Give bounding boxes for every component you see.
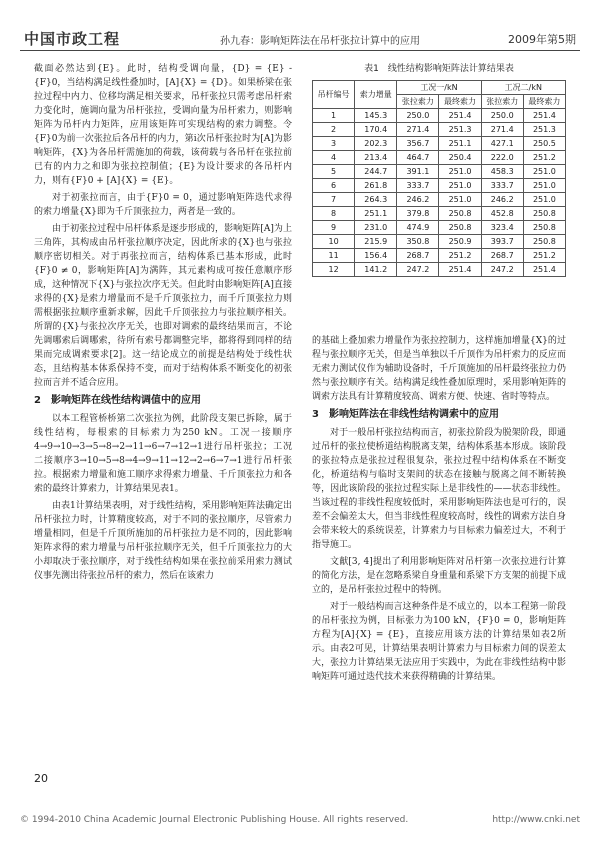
table-cell: 350.8 [397,235,439,249]
header-cable-no: 吊杆编号 [313,81,355,109]
table-body [313,109,566,277]
table-cell: 251.4 [439,109,481,123]
table-cell: 9 [313,221,355,235]
table-row [313,165,566,179]
table-block [312,62,566,277]
table-cell: 452.8 [481,207,523,221]
table-cell: 247.2 [397,263,439,277]
table-row [313,193,566,207]
table-row [313,123,566,137]
table-cell: 250.5 [523,137,565,151]
table-cell: 141.2 [355,263,397,277]
header-increment: 索力增量 [355,81,397,109]
table-cell: 391.1 [397,165,439,179]
table-cell: 11 [313,249,355,263]
header-case2: 工况二/kN [481,81,565,95]
table-cell: 222.0 [481,151,523,165]
table-cell: 251.4 [523,109,565,123]
table-cell: 170.4 [355,123,397,137]
table-cell: 250.0 [481,109,523,123]
header-final-1: 最终索力 [439,95,481,109]
table-cell: 323.4 [481,221,523,235]
table-cell: 356.7 [397,137,439,151]
table-cell: 251.3 [439,123,481,137]
table-cell: 271.4 [397,123,439,137]
table-cell: 427.1 [481,137,523,151]
paragraph: 以本工程管桥桥第二次张拉为例，此阶段支架已拆除，属于线性结构，每根索的目标索力为250 kN。工况一接顺序4→9→10→3→5→8→2→11→6→7→12→1进行吊杆张拉；工况二接顺序3→10→5→8→4→9→11→12→2→6→7→1进行吊杆张拉。根据索力增量和施工顺序求得索力增量、千斤顶张拉力和各索的最终计算索力，计算结果见表1。 [34,414,292,494]
table-row [313,179,566,193]
table-cell: 202.3 [355,137,397,151]
table-cell: 333.7 [397,179,439,193]
issue-label: 2009年第5期 [508,33,576,46]
table-cell: 474.9 [397,221,439,235]
table-cell: 12 [313,263,355,277]
paragraph: 截面必然达到{E}。此时，结构受调向量，{D} = {E} - {F}0，当结构满足线性叠加时，[A]{X} = {D}。如果桥梁在张拉过程中内力、位移均满足相关要求，吊杆张拉只需考虑吊杆索力变化时，施调向量为吊杆张拉，受调向量为吊杆索力，则影响矩阵为吊杆内力矩阵，应用该矩阵可实现结构的索力调整。令{F}0为前一次张拉后各吊杆的内力，第i次吊杆张拉时为[A]为影响矩阵，{X}为各吊杆需施加的荷载，该荷载与各吊杆在张拉前已有的内力之和即为张拉控制值；{E}为设计要求的各吊杆内力，则有{F}0 + [A]{X} = {E}。 [34,64,292,186]
header-case1: 工况一/kN [397,81,481,95]
section-heading: 2 影响矩阵在线性结构调值中的应用 [34,395,201,406]
table-cell: 145.3 [355,109,397,123]
table-row [313,235,566,249]
table-cell: 250.4 [439,151,481,165]
table-cell: 251.0 [523,179,565,193]
table-row [313,151,566,165]
table-row [313,207,566,221]
table-cell: 231.0 [355,221,397,235]
header-final-2: 最终索力 [523,95,565,109]
table-cell: 379.8 [397,207,439,221]
table-cell: 333.7 [481,179,523,193]
header-jack-1: 张拉索力 [397,95,439,109]
table-cell: 2 [313,123,355,137]
page-number: 20 [34,772,48,785]
table-cell: 251.0 [439,179,481,193]
left-column [34,62,292,722]
table-cell: 464.7 [397,151,439,165]
table-row [313,249,566,263]
table-cell: 215.9 [355,235,397,249]
table-cell: 250.8 [523,221,565,235]
table-cell: 250.8 [523,235,565,249]
table-cell: 393.7 [481,235,523,249]
table-cell: 156.4 [355,249,397,263]
table-cell: 251.0 [523,165,565,179]
table-cell: 6 [313,179,355,193]
table-cell: 244.7 [355,165,397,179]
table-cell: 4 [313,151,355,165]
site-link[interactable]: http://www.cnki.net [492,815,580,825]
table-cell: 251.4 [523,263,565,277]
table-cell: 251.0 [439,165,481,179]
table-cell: 268.7 [481,249,523,263]
table-row [313,109,566,123]
table-cell: 250.9 [439,235,481,249]
table-cell: 246.2 [397,193,439,207]
journal-logo: 中国市政工程 [24,30,121,48]
table-cell: 251.4 [439,263,481,277]
table-cell: 213.4 [355,151,397,165]
table-cell: 251.2 [439,249,481,263]
table-cell: 247.2 [481,263,523,277]
table-cell: 8 [313,207,355,221]
paragraph: 对于一般结构而言这种条件是不成立的，以本工程第一阶段的吊杆张拉为例，目标张力为100 kN，{F}0 = 0，影响矩阵方程为[A]{X} = {E}，直接应用该方法的计算结果如表2所示。由表2可见，计算结果表明计算索力与目标索力间的误差太大，张拉力计算结果无法应用于实践中，为此在非线性结构中影响矩阵可通过迭代技术来获得精确的计算结果。 [312,602,566,682]
page-header [20,28,580,51]
table-cell: 3 [313,137,355,151]
paragraph: 的基础上叠加索力增量作为张拉控制力，这样施加增量{X}的过程与张拉顺序无关，但是当单独以千斤顶作为吊杆索力的反应而无索力测试仪作为辅助设备时，千斤顶施加的吊杆最终张拉力仍然与张拉顺序有关。结构满足线性叠加原理时，采用影响矩阵的调索方法具有计算精度较高、调索方便、快速、省时等特点。 [312,336,566,402]
table-cell: 246.2 [481,193,523,207]
table-cell: 251.2 [523,249,565,263]
paragraph: 对于初张拉而言，由于{F}0 = 0，通过影响矩阵迭代求得的索力增量{X}即为千斤顶张拉力，两者是一致的。 [34,193,292,217]
table-cell: 250.8 [439,221,481,235]
table-cell: 10 [313,235,355,249]
right-column [312,334,566,722]
table-cell: 5 [313,165,355,179]
section-heading: 3 影响矩阵法在非线性结构调索中的应用 [312,409,499,420]
paragraph: 对于一般吊杆张拉结构而言，初张拉阶段为脱架阶段，即通过吊杆的张拉使桥道结构脱离支架，结构体系基本形成。该阶段的张拉特点是张拉过程很复杂，张拉过程中结构体系在不断变化，桥道结构与临时支架间的状态在接触与脱离之间不断转换等，因此该阶段的张拉过程实际上是非线性的——状态非线性。当该过程的非线性程度较低时，采用影响矩阵法也是可行的，误差不会偏差太大，但当非线性程度较高时，线性的调索方法自身会带来较大的系统误差，计算索力与目标索力偏差过大，不利于指导施工。 [312,428,566,550]
table-cell: 251.1 [439,137,481,151]
table-cell: 250.0 [397,109,439,123]
table-cell: 251.0 [523,193,565,207]
table-cell: 250.8 [439,207,481,221]
table-row [313,263,566,277]
table-cell: 250.8 [523,207,565,221]
table-cell: 1 [313,109,355,123]
table-cell: 251.0 [439,193,481,207]
copyright-text: © 1994-2010 China Academic Journal Electronic Publishing House. All rights reserved. [20,815,409,825]
table-row [313,137,566,151]
table-cell: 251.1 [355,207,397,221]
paragraph: 由于初张拉过程中吊杆体系是逐步形成的，影响矩阵[A]为上三角阵，其构成由吊杆张拉顺序决定，因此所求的{X}也与张拉顺序密切相关。对于再张拉而言，结构体系已基本形成，此时{F}0 ≠ 0，影响矩阵[A]为满阵，其元素构成可按任意顺序形成，这种情况下{X}与张拉次序无关。但此时由影响矩阵[A]直接求得的{X}是索力增量而不是千斤顶张拉力，而千斤顶张拉力则需根据张拉顺序重新求解，因此千斤顶张拉力与张拉顺序相关。所谓的{X}与张拉次序无关，也即对调索的最终结果而言，不论先调哪索后调哪索，待所有索号都调整完毕，都将得到同样的结果而完成调索要求[2]。这一结论成立的前提是结构处于线性状态，且结构基本体系保持不变，而对于结构体系不断变化的初张拉而言并不适合应用。 [34,224,292,388]
table-cell: 271.4 [481,123,523,137]
table-cell: 7 [313,193,355,207]
running-title: 孙九春：影响矩阵法在吊杆张拉计算中的应用 [220,36,420,47]
paragraph: 文献[3, 4]提出了利用影响矩阵对吊杆第一次张拉进行计算的简化方法，是在忽略系梁自身重量和系梁下方支架的前提下成立的，是吊杆张拉过程中的特例。 [312,557,566,595]
table-cell: 261.8 [355,179,397,193]
table-cell: 251.2 [523,151,565,165]
table-cell: 264.3 [355,193,397,207]
paragraph: 由表1计算结果表明，对于线性结构，采用影响矩阵法确定出吊杆张拉力时，计算精度较高，对于不同的张拉顺序，尽管索力增量相同，但是千斤顶所施加的吊杆张拉力是不同的，因此影响矩阵求得的索力增量与吊杆张拉顺序无关，但千斤顶张拉力的大小却取决于张拉顺序，对于线性结构如果在张拉前采用索力测试仪事先测出待张拉吊杆的索力，然后在该索力 [34,501,292,581]
table-cell: 268.7 [397,249,439,263]
results-table [312,80,566,277]
header-jack-2: 张拉索力 [481,95,523,109]
table-cell: 458.3 [481,165,523,179]
table-cell: 251.3 [523,123,565,137]
table-caption: 表1 线性结构影响矩阵法计算结果表 [364,64,514,74]
table-row [313,221,566,235]
